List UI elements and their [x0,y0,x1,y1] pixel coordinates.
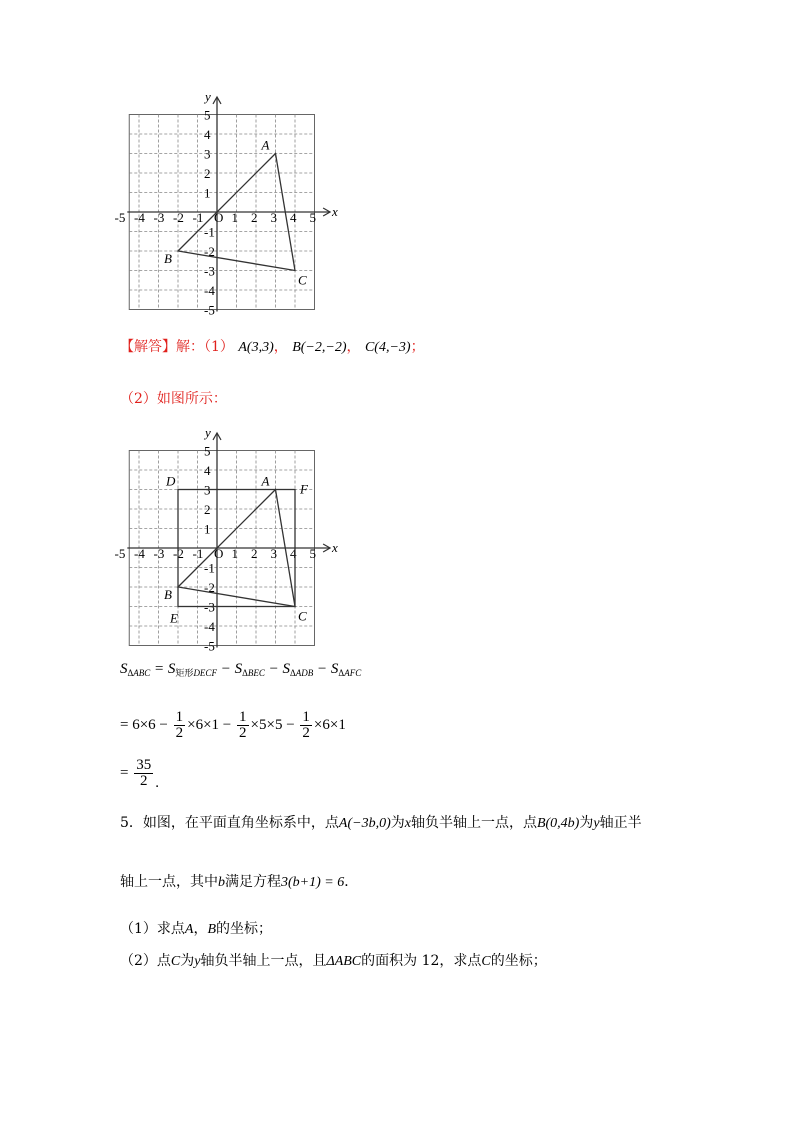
y-tick-label: -5 [204,302,215,318]
coordinate-figure-1 [114,88,348,322]
p-text-8: ． [344,874,359,890]
q2-tri: ΔABC [326,954,362,969]
q2-C: C [170,954,181,969]
y-var: y [593,816,600,831]
q1-sep: ， [193,921,208,937]
point-label-c: C [298,272,307,288]
x-tick-label: 2 [251,546,258,561]
y-tick-label: -4 [204,619,215,634]
p-text-5: 轴正半 [599,815,642,831]
p-text-3: 轴负半轴上一点，点 [410,815,537,831]
x-var: x [404,816,411,831]
y-tick-label: 4 [204,463,211,478]
q1-a: （1）求点 [120,921,185,937]
q2-e: 的坐标； [490,953,547,969]
x-tick-label: 1 [231,546,238,561]
area-formula: $S_{\Delta ABC} = S_{矩形DECF} - S_{\Delta BEC} - S_{\Delta ADB} - S_{\Delta AFC}$ [120,661,362,678]
y-axis-label: y [205,88,211,104]
point-b-expr: B(0,4b) [536,816,580,831]
x-tick-label: -3 [153,546,165,561]
y-tick-label: -3 [204,263,215,279]
y-tick-label: 5 [204,107,211,123]
point-label-a: A [261,137,270,153]
q2-b: 为 [180,953,195,969]
y-tick-label: 4 [204,127,211,142]
y-tick-label: 5 [204,443,211,459]
fraction-half-3: $\frac{1}{2}$ [302,709,310,741]
x-axis-label: x [332,540,338,555]
q2-a: （2）点 [120,953,171,969]
x-tick-label: 2 [251,210,258,225]
x-tick-label: -1 [192,546,204,561]
calc-term-3: ×6×1 [313,716,346,733]
point-label-b: B [164,251,172,266]
coord-c: C(4,−3) [364,340,411,355]
b-var: b [218,875,225,890]
coord-b: B(−2,−2) [292,340,347,355]
x-tick-label: -5 [114,210,126,225]
fraction-half-1: $\frac{1}{2}$ [175,709,184,741]
y-tick-label: -1 [204,560,215,576]
x-tick-label: -2 [173,210,184,225]
calc-term-1: ×6×1 − [187,716,232,733]
x-tick-label: -2 [173,546,184,561]
sep-1: ， [273,339,288,355]
y-axis-label: y [205,424,211,440]
y-tick-label: 1 [204,185,211,201]
origin-label: O [214,210,224,225]
equation: 3(b+1) = 6 [281,875,345,890]
answer-line-1 [120,340,425,355]
fraction-half-2: $\frac{1}{2}$ [239,709,247,741]
q2-C2: C [481,954,491,969]
question-2 [120,954,547,969]
p-text-7: 满足方程 [225,874,281,890]
x-tick-label: 4 [290,546,297,561]
point-label-f: F [300,481,308,497]
x-tick-label: -5 [114,546,126,561]
q2-d: 的面积为 12，求点 [361,953,482,969]
area-calculation [120,710,346,741]
x-axis-label: x [332,204,338,219]
point-label-e: E [170,610,178,626]
question-1 [120,922,272,937]
coordinate-figure-2 [114,424,348,658]
y-tick-label: -5 [204,638,215,654]
point-label-b: B [164,587,172,602]
x-tick-label: 1 [231,210,238,225]
y-tick-label: -2 [204,580,215,595]
point-a-expr: A(−3b,0) [338,816,391,831]
y-tick-label: -2 [204,244,215,259]
area-result: = $\frac{35}{2}$ . [120,757,159,791]
y-tick-label: -1 [204,224,215,240]
x-tick-label: -4 [134,210,145,225]
end-mark: ； [410,339,425,355]
y-tick-label: -3 [204,599,215,615]
x-tick-label: 5 [309,210,316,225]
y-tick-label: 2 [204,502,211,517]
problem-5-line-2 [120,875,358,890]
q1-A: A [184,922,194,937]
y-tick-label: 3 [204,482,211,498]
x-tick-label: -4 [134,546,145,561]
part2-label: （2）如图所示： [120,391,227,407]
q2-c: 轴负半轴上一点，且 [200,953,327,969]
result-end: . [155,774,159,791]
calc-term-2: ×5×5 − [250,716,295,733]
answer-prefix: 【解答】解： [120,339,204,355]
y-tick-label: 3 [204,146,211,162]
x-tick-label: 3 [270,546,277,561]
y-tick-label: 1 [204,521,211,537]
x-tick-label: -1 [192,210,204,225]
y-tick-label: 2 [204,166,211,181]
p-text-1: 如图，在平面直角坐标系中，点 [142,815,339,831]
problem-number: 5． [120,815,143,831]
q2-y: y [194,954,201,969]
part1-label: （1） [204,339,234,355]
point-label-c: C [298,608,307,624]
q1-B: B [207,922,217,937]
problem-5-line-1 [120,816,642,831]
point-label-a: A [261,473,270,489]
calc-lead: = 6×6 − [120,716,168,733]
p-text-6: 轴上一点，其中 [120,874,218,890]
coord-a: A(3,3) [238,340,274,355]
x-tick-label: 3 [270,210,277,225]
x-tick-label: -3 [153,210,165,225]
point-label-d: D [166,473,176,489]
p-text-2: 为 [390,815,405,831]
sep-2: ， [346,339,361,355]
p-text-4: 为 [579,815,594,831]
x-tick-label: 5 [309,546,316,561]
x-tick-label: 4 [290,210,297,225]
q1-b: 的坐标； [216,921,273,937]
y-tick-label: -4 [204,283,215,298]
fraction-result: $\frac{35}{2}$ [136,757,152,789]
origin-label: O [214,546,224,561]
